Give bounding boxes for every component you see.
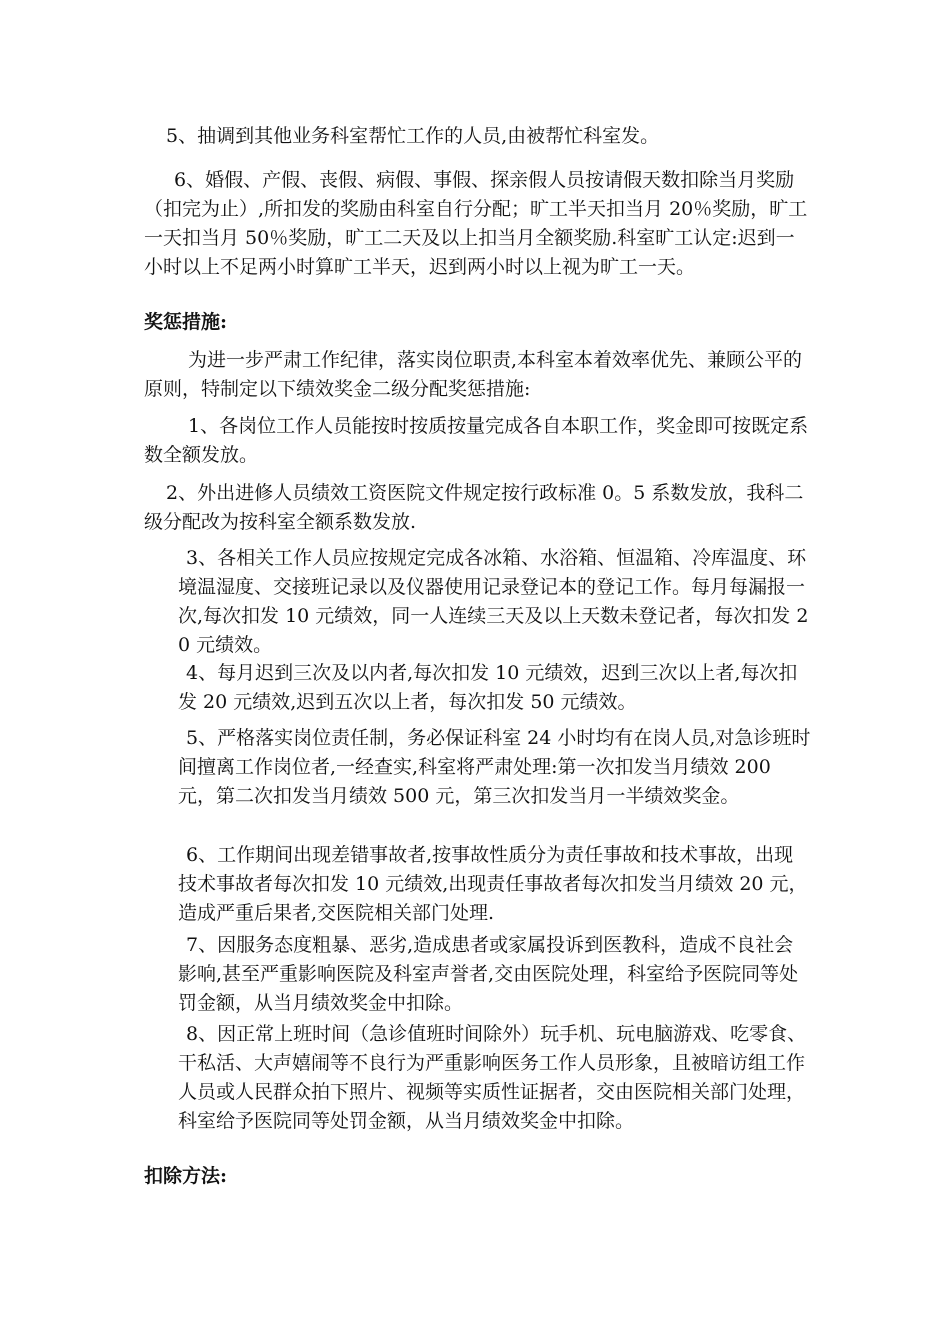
paragraph-measure-7: 7、因服务态度粗暴、恶劣,造成患者或家属投诉到医教科，造成不良社会影响,甚至严重影响医院及科室声誉者,交由医院处理，科室给予医院同等处罚金额，从当月绩效奖金中扣除。 [178, 934, 799, 1014]
paragraph-measure-8: 8、因正常上班时间（急诊值班时间除外）玩手机、玩电脑游戏、吃零食、干私活、大声嬉闹等不良行为严重影响医务工作人员形象，且被暗访组工作人员或人民群众拍下照片、视频等实质性证据者，交由医院相关部门处理，科室给予医院同等处罚金额，从当月绩效奖金中扣除。 [178, 1023, 807, 1132]
paragraph-measure-4: 4、每月迟到三次及以内者,每次扣发 10 元绩效，迟到三次以上者,每次扣发 20 元绩效,迟到五次以上者，每次扣发 50 元绩效。 [178, 662, 798, 713]
paragraph-measure-3: 3、各相关工作人员应按规定完成各冰箱、水浴箱、恒温箱、冷库温度、环境温湿度、交接班记录以及仪器使用记录登记本的登记工作。每月每漏报一次,每次扣发 10 元绩效，同一人连续三天及以上天数未登记者，每次扣发 20 元绩效。 [178, 547, 809, 656]
paragraph-measure-5: 5、严格落实岗位责任制，务必保证科室 24 小时均有在岗人员,对急诊班时间擅离工作岗位者,一经查实,科室将严肃处理:第一次扣发当月绩效 200 元，第二次扣发当月绩效 500 元，第三次扣发当月一半绩效奖金。 [178, 727, 811, 807]
paragraph-rule-5-transfer: 5、抽调到其他业务科室帮忙工作的人员,由被帮忙科室发。 [166, 125, 660, 147]
section-heading-deduction-method: 扣除方法: [144, 1165, 228, 1187]
paragraph-measure-1: 1、各岗位工作人员能按时按质按量完成各自本职工作，奖金即可按既定系数全额发放。 [144, 415, 809, 466]
paragraph-rule-6-leave: 6、婚假、产假、丧假、病假、事假、探亲假人员按请假天数扣除当月奖励（扣完为止）,所扣发的奖励由科室自行分配；旷工半天扣当月 20％奖励，旷工一天扣当月 50％奖励，旷工二天及以上扣当月全额奖励.科室旷工认定:迟到一小时以上不足两小时算旷工半天，迟到两小时以上视为旷工一天。 [144, 169, 808, 278]
section-heading-rewards-penalties: 奖惩措施: [144, 311, 228, 333]
paragraph-intro: 为进一步严肃工作纪律，落实岗位职责,本科室本着效率优先、兼顾公平的原则，特制定以下绩效奖金二级分配奖惩措施: [144, 349, 803, 400]
paragraph-measure-6: 6、工作期间出现差错事故者,按事故性质分为责任事故和技术事故，出现技术事故者每次扣发 10 元绩效,出现责任事故者每次扣发当月绩效 20 元，造成严重后果者,交医院相关部门处理. [178, 844, 808, 924]
paragraph-measure-2: 2、外出进修人员绩效工资医院文件规定按行政标准 0。5 系数发放，我科二级分配改为按科室全额系数发放. [144, 482, 804, 533]
